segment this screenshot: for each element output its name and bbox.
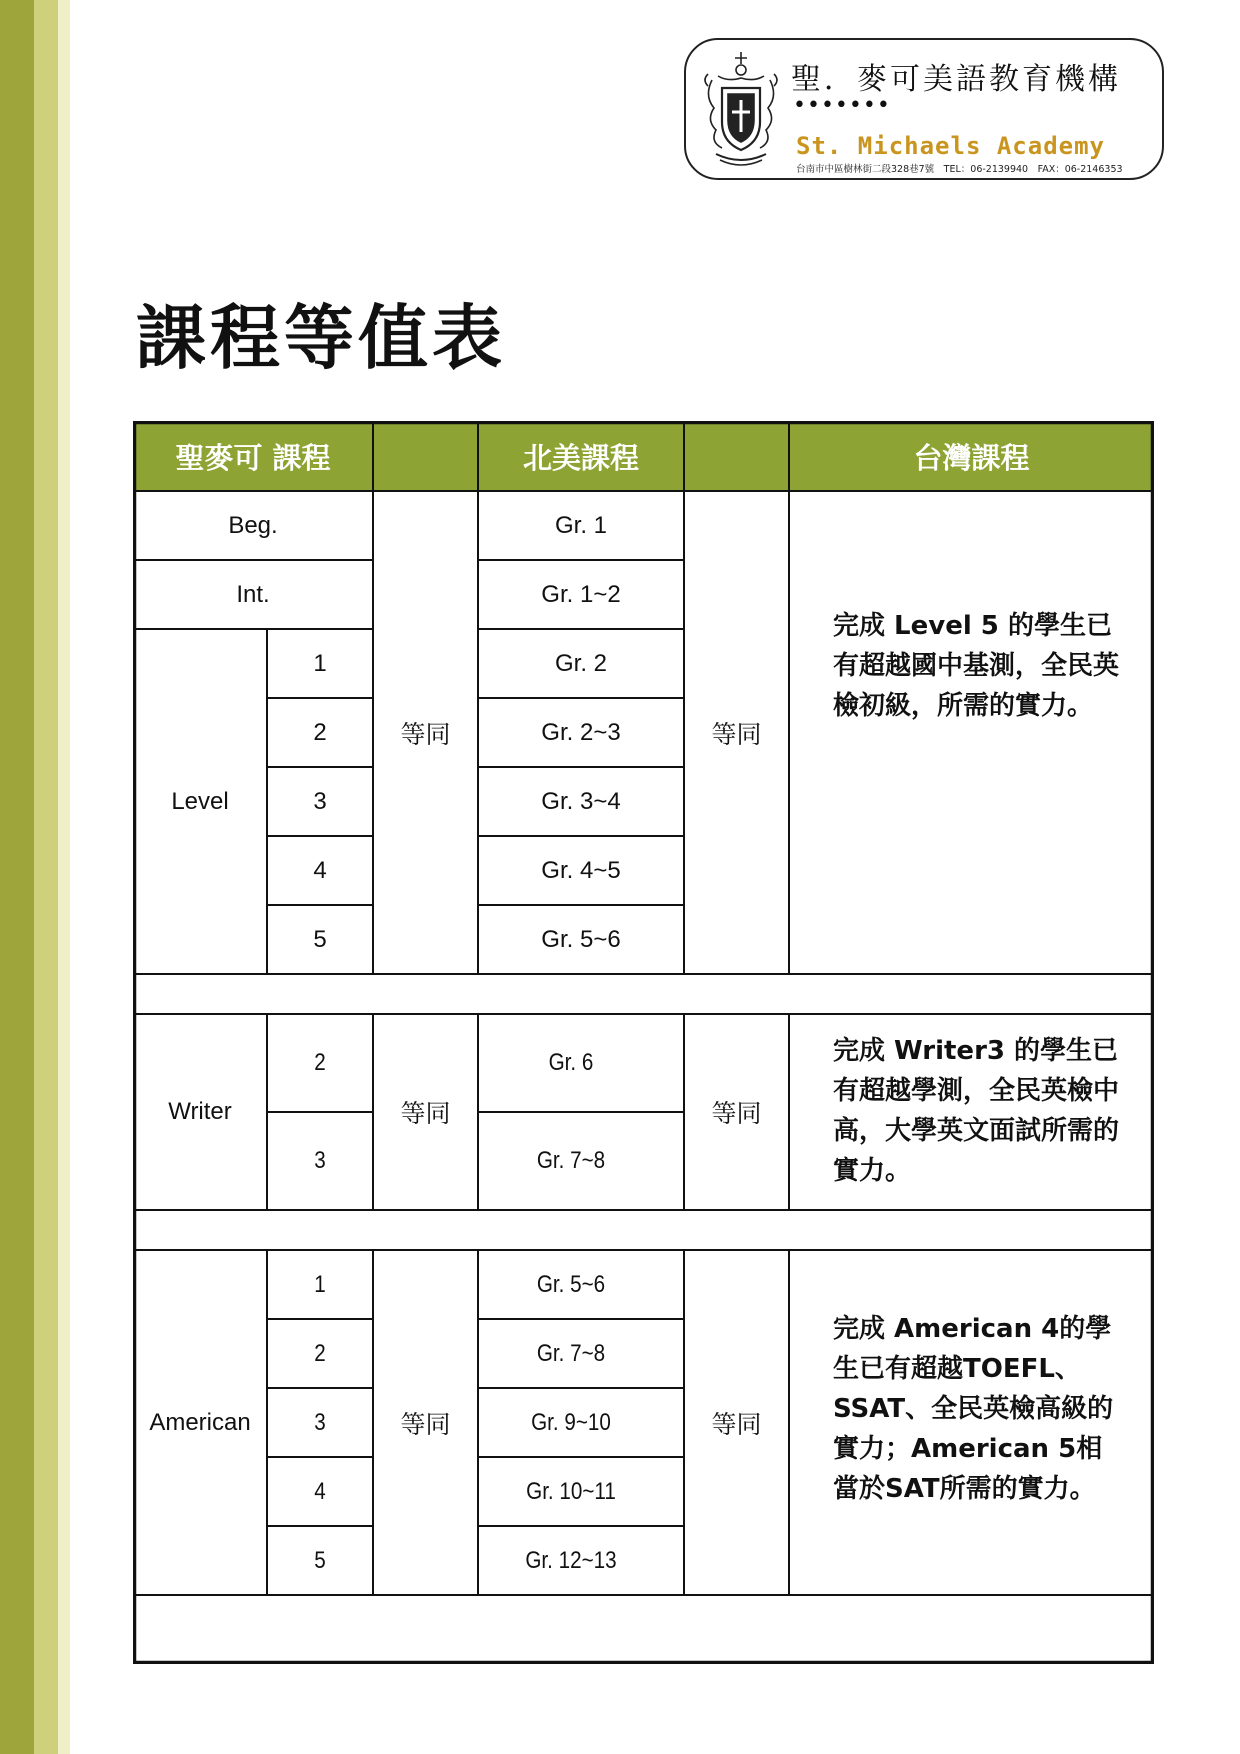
- group-american: American: [149, 1408, 251, 1436]
- american-num-3: 3: [314, 1408, 326, 1436]
- taiwan-note-american: 完成 American 4的學生已有超越TOEFL、SSAT、全民英檢高級的實力；American 5相當於SAT所需的實力。: [833, 1314, 1114, 1504]
- header-taiwan: 台灣課程: [913, 440, 1030, 475]
- header-north-america: 北美課程: [522, 440, 639, 475]
- level-num-2: 2: [313, 718, 327, 746]
- level-num-5: 5: [313, 925, 327, 953]
- equal-label-s1-right: 等同: [711, 719, 762, 749]
- equal-label-s2-left: 等同: [400, 1099, 451, 1128]
- american-num-1: 1: [314, 1270, 326, 1298]
- na-grade-level-1: Gr. 2: [554, 649, 608, 677]
- na-grade-level-5: Gr. 5~6: [541, 925, 621, 953]
- left-stripe-light: [58, 0, 70, 1754]
- course-beg: Beg.: [228, 511, 278, 539]
- na-grade-american-2: Gr. 7~8: [536, 1339, 606, 1367]
- equal-label-s2-right: 等同: [711, 1099, 762, 1128]
- na-grade-writer-3: Gr. 7~8: [536, 1147, 606, 1174]
- na-grade-int: Gr. 1~2: [541, 580, 621, 608]
- na-grade-level-2: Gr. 2~3: [541, 718, 621, 746]
- writer-num-3: 3: [314, 1147, 326, 1174]
- na-grade-american-3: Gr. 9~10: [531, 1408, 611, 1436]
- school-contact: 台南市中區樹林街二段328巷7號 TEL：06-2139940 FAX：06-2146353: [796, 164, 1123, 175]
- equal-label-s1-left: 等同: [400, 719, 451, 749]
- school-name-chinese: 聖．麥可美語教育機構: [791, 62, 1121, 97]
- school-header: [684, 38, 1164, 180]
- american-num-2: 2: [314, 1339, 326, 1367]
- group-writer: Writer: [168, 1098, 232, 1125]
- na-grade-level-4: Gr. 4~5: [541, 856, 621, 884]
- na-grade-american-5: Gr. 12~13: [525, 1546, 617, 1574]
- na-grade-american-4: Gr. 10~11: [526, 1477, 616, 1505]
- crest-icon: [698, 50, 784, 168]
- equal-label-s3-right: 等同: [711, 1409, 762, 1439]
- na-grade-beg: Gr. 1: [554, 511, 608, 539]
- taiwan-note-writer: 完成 Writer3 的學生已有超越學測，全民英檢中高，大學英文面試所需的實力。: [833, 1036, 1120, 1186]
- left-stripe-mid: [34, 0, 58, 1754]
- american-num-4: 4: [314, 1477, 326, 1505]
- equal-label-s3-left: 等同: [400, 1409, 451, 1439]
- header-st-michael: 聖麥可 課程: [175, 440, 331, 475]
- course-int: Int.: [236, 580, 270, 608]
- level-num-3: 3: [313, 787, 327, 815]
- writer-num-2: 2: [314, 1049, 326, 1076]
- page-title: 課程等值表: [136, 296, 506, 379]
- american-num-5: 5: [314, 1546, 326, 1574]
- level-num-4: 4: [313, 856, 327, 884]
- taiwan-note-level: 完成 Level 5 的學生已有超越國中基測，全民英檢初級，所需的實力。: [833, 611, 1120, 721]
- left-stripe-dark: [0, 0, 34, 1754]
- level-num-1: 1: [313, 649, 327, 677]
- group-level: Level: [171, 787, 229, 815]
- na-grade-level-3: Gr. 3~4: [541, 787, 621, 815]
- na-grade-writer-2: Gr. 6: [548, 1049, 594, 1076]
- course-equivalence-table: [133, 421, 1154, 1664]
- na-grade-american-1: Gr. 5~6: [536, 1270, 606, 1298]
- decorative-dots: •••••••: [793, 93, 891, 118]
- school-name-english: St. Michaels Academy: [796, 132, 1105, 160]
